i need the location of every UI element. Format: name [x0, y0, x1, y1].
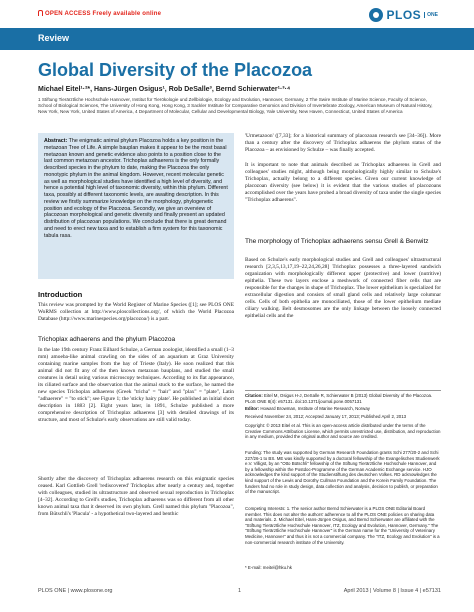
plos-logo-sub: ONE	[424, 12, 438, 18]
right-paragraph-3: Based on Schulze's early morphological studies and Grell and colleagues' ultrastructural research [2,3,5,13,17,19–22,24,26,28] Trichoplax possesses a three-layered sandwich organization with morphologically different upper (protective) and lower (nutritive) epithelia. These two layers enclose a meshwork of connected fiber cells that are responsible for the changes in shape of Trichoplax. The lower epithelium is specialized for extracellular digestion and consists of small gland cells and relatively large columnar cells. Cells of both epithelia are monociliated, those of the lower epithelium mediate ciliary walking. Belt desmosomes are the only linkage between the loosely connected epithelial cells and the	[245, 257, 441, 319]
introduction-heading: Introduction	[38, 290, 83, 299]
open-access-label	[38, 10, 161, 17]
article-dates: Received November 24, 2012; Accepted January 17, 2013; Published April 2, 2013	[245, 414, 407, 419]
author-list: Michael Eitel¹·²*, Hans-Jürgen Osigus¹, Rob DeSalle³, Bernd Schierwater¹·³·⁴	[38, 86, 291, 93]
footer-issue: April 2013 | Volume 8 | Issue 4 | e57131	[343, 588, 441, 594]
intro-paragraph-1: This review was prompted by the World Register of Marine Species ([1]; see PLOS ONE WoRMS collection at http://www.ploscollections.org/, of which the World Placozoa Database (http://www.marinespecies.org/placozoa/) is a part.	[38, 302, 234, 322]
right-paragraph-2: It is important to note that animals described as Trichoplax adhaerens in Grell and colleagues' studies might, although being morphologically highly similar to Schulze's Trichoplax, actually belong to a different species. Given our current knowledge of placozoan diversity (see below) it is evident that the various studies of placozoans accomplished over the years have probed a broad diversity of taxa under the single species "Trichoplax adhaerens".	[245, 162, 441, 203]
citation-label: Citation:	[245, 393, 263, 398]
open-access-text: OPEN ACCESS Freely available online	[45, 11, 162, 17]
right-paragraph-1: 'Urmetazoon' ([7,33]; for a historical summary of placozoan research see [34–36]). More than a century after the discovery of Trichoplax adhaerens the phylum status of the Placozoa – as envisioned by Schulze – was finally accepted.	[245, 133, 441, 153]
morphology-subheading: The morphology of Trichoplax adhaerens sensu Grell & Benwitz	[245, 238, 429, 245]
competing-interests: Competing Interests: 1. The senior author Bernd Schierwater is a PLOS ONE Editorial Board member. This does not alter the authors' adherence to all the PLOS ONE policies on sharing data and materials. 2. Michael Eitel, Hans-Jürgen Osigus, and Bernd Schierwater are affiliated with the "Stiftung Tierärztliche Hochschule Hannover, ITZ, Ecology and Evolution, Hannover, Germany." The "Stiftung Tierärztliche Hochschule Hannover" is the German name for the "University of Veterinary Medicine, Hannover" and thus it is not a commercial company. The "ITZ, Ecology and Evolution" is a non-commercial research institute of the University.	[245, 506, 440, 545]
intro-paragraph-2: In the late 19th century Franz Eilhard Schulze, a German zoologist, identified a small (1–3 mm) amoeba-like animal crawling on the sides of an aquarium at Graz University containing marine samples from the bay of Trieste (Italy). He soon realized that this animal did not fit any of the then known metazoan bauplans, and studied the small creatures in detail using various microscopy techniques. According to its flat appearance, its ciliated surface and the observation that the animal stuck to the surface, he named the new species Trichoplax adhaerens (Greek "tricha" = "hair" and "plax" = "plate", Latin "adhaerere" = "to stick"; see Figure 1; the 'sticky hairy plate'. He published an initial short description in 1883 [2]. Eight years later, in 1891, Schulze published a more comprehensive description of Trichoplax adhaerens [3] with detailed drawings of its structure, and most of Schulze's early observations are still valid today.	[38, 347, 234, 423]
copyright-notice: Copyright: © 2013 Eitel et al. This is an open-access article distributed under the terms of the Creative Commons Attribution License, which permits unrestricted use, distribution, and reproduction in any medium, provided the original author and source are credited.	[245, 423, 441, 440]
affiliations: 1 Stiftung Tierärztliche Hochschule Hannover, Institut für Tierökologie und Zellbiologie, Ecology and Evolution, Hannover, Germany, 2 The Swire Institute of Marine Science, Faculty of Science, School of Biological Sciences, The University of Hong Kong, Hong Kong, 3 Sackler Institute for Comparative Genomics and Division of Invertebrate Zoology, American Museum of Natural History, New York, New York, United States of America, 4 Department of Molecular, Cellular and Developmental Biology, Yale University, New Haven, Connecticut, United States of America	[38, 97, 433, 115]
plos-logo[interactable]	[369, 8, 438, 22]
abstract-box	[38, 133, 234, 279]
section-band	[0, 28, 474, 50]
open-lock-icon	[38, 10, 43, 16]
article-title: Global Diversity of the Placozoa	[38, 60, 313, 80]
plos-logo-word: PLOS	[386, 8, 422, 22]
footer-journal[interactable]: PLOS ONE | www.plosone.org	[38, 588, 113, 594]
editor	[245, 406, 441, 412]
section-label: Review	[38, 33, 70, 43]
abstract-text: The enigmatic animal phylum Placozoa holds a key position in the metazoan Tree of Life. A simple bauplan makes it appear to be the most basal metazoan known and genetic evidence also points to a position close to the last common metazoan ancestor. Trichoplax adhaerens is the only formally described species in the phylum to date, making the Placozoa the only monotypic phylum in the animal kingdom. However, recent molecular genetic as well as morphological studies have identified a high level of diversity, and hence a potential high level of taxonomic diversity, within this phylum. Different taxa, possibly at different taxonomic levels, are awaiting description. In this review we firstly summarize knowledge on the morphology, phylogenetic position and ecology of the Placozoa. Secondly, we give an overview of placozoan morphological and genetic diversity and finally present an updated distribution of placozoan populations. We conclude that there is great demand and need to erect new taxa and to establish a firm system for this taxonomic tabula rasa.	[44, 138, 228, 239]
page-number: 1	[238, 588, 242, 594]
funding-statement: Funding: The study was supported by German Research Foundation grants Schi 277/20-2 and Schi 227/26-1 to BS. ME was kindly supported by a doctoral fellowship of the Evangelisches Studienwerk e.V. Villigst, by an "Otto Bütschli" fellowship of the Stiftung Tierärztliche Hochschule Hannover, and by a fellowship within the Postdoc-Programme of the German Academic Exchange service. HJO acknowledges the kind support of the Studienstiftung des deutschen Volkes. RD acknowledges the kind support of the Lewis and Dorothy Cullman Foundation and the Korein Family Foundation. The funders had no role in study design, data collection and analysis, decision to publish, or preparation of the manuscript.	[245, 450, 440, 495]
abstract-label: Abstract:	[44, 138, 68, 144]
citation-text: Eitel M, Osigus H-J, DeSalle R, Schierwater B (2013) Global Diversity of the Placozoa. PLoS ONE 8(4): e57131. doi:10.1371/journal.pone.0057131	[245, 393, 433, 404]
editor-label: Editor:	[245, 406, 260, 411]
metadata-divider	[245, 390, 441, 391]
journal-header	[0, 0, 474, 52]
intro-paragraph-3: Shortly after the discovery of Trichoplax adhaerens research on this enigmatic species ceased. Karl Gottlieb Grell 'rediscovered' Trichoplax after nearly a century and, together with colleagues, studied its ultrastructure and observed sexual reproduction in Trichoplax [4–32]. According to Grell's studies, Trichoplax adhaerens was so different from all other known animal taxa that it deserved its own phylum. Grell named this phylum "Placozoa", from Bütschli's 'Placula' - a hypothetical two-layered and benthic	[38, 476, 234, 517]
intro-subheading: Trichoplax adhaerens and the phylum Placozoa	[38, 336, 176, 343]
editor-text: Howard Browman, Institute of Marine Research, Norway	[260, 406, 370, 411]
citation	[245, 393, 441, 404]
plos-logo-icon	[369, 8, 383, 22]
corresponding-email[interactable]: * E-mail: meitel@hku.hk	[245, 565, 292, 570]
